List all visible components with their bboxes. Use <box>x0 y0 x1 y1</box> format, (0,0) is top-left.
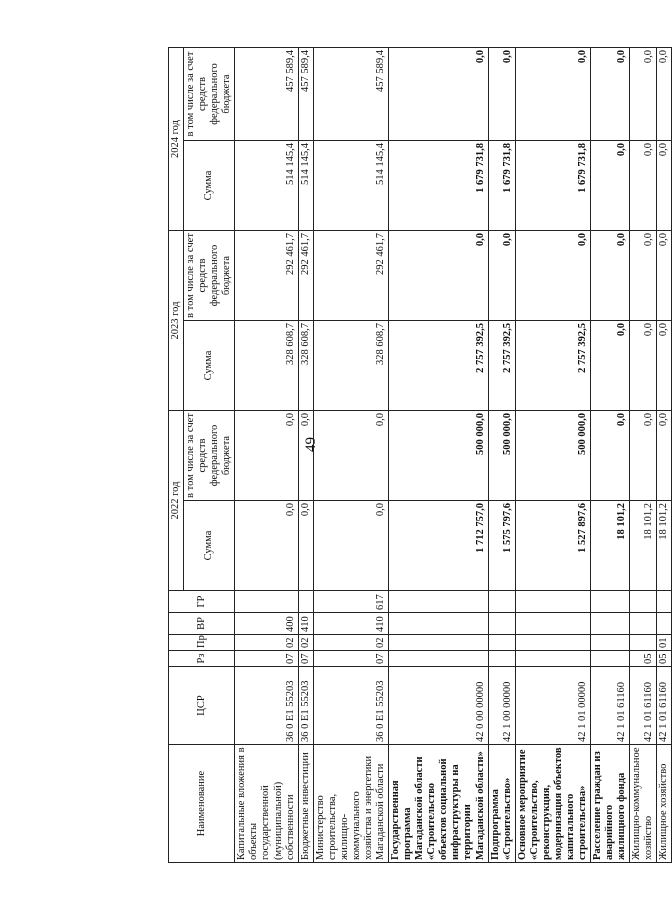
cell-s2022: 1 712 757,0 <box>389 501 489 591</box>
cell-f2023: 0,0 <box>488 231 515 321</box>
cell-rz: 07 <box>298 651 313 667</box>
cell-s2022: 1 527 897,6 <box>515 501 590 591</box>
cell-gr: 617 <box>313 591 388 613</box>
cell-rz: 07 <box>313 651 388 667</box>
table-row <box>298 48 313 863</box>
header-federal-2023: в том числе за счет средств федерального бюджета <box>184 231 235 321</box>
cell-rz: 05 <box>630 651 657 667</box>
cell-gr <box>591 591 630 613</box>
header-sum-2024: Сумма <box>184 141 235 231</box>
header-sum-2023: Сумма <box>184 321 235 411</box>
cell-csr: 36 0 E1 55203 <box>313 667 388 745</box>
cell-s2023: 328 608,7 <box>298 321 313 411</box>
cell-s2024: 0,0 <box>591 141 630 231</box>
cell-f2023: 0,0 <box>389 231 489 321</box>
header-federal-2024: в том числе за счет средств федерального бюджета <box>184 48 235 141</box>
cell-s2024: 514 145,4 <box>235 141 298 231</box>
cell-f2022: 500 000,0 <box>389 411 489 501</box>
cell-s2023: 0,0 <box>657 321 672 411</box>
header-csr: ЦСР <box>169 667 235 745</box>
cell-rz <box>389 651 489 667</box>
cell-gr <box>235 591 298 613</box>
cell-s2022: 18 101,2 <box>591 501 630 591</box>
rotated-table-container <box>168 48 670 863</box>
cell-s2022: 0,0 <box>313 501 388 591</box>
cell-s2024: 1 679 731,8 <box>488 141 515 231</box>
cell-s2024: 514 145,4 <box>298 141 313 231</box>
header-sum-2022: Сумма <box>184 501 235 591</box>
cell-csr: 42 1 00 00000 <box>488 667 515 745</box>
cell-f2024: 0,0 <box>591 48 630 141</box>
cell-f2024: 0,0 <box>488 48 515 141</box>
header-federal-2022: в том числе за счет средств федерального бюджета <box>184 411 235 501</box>
cell-pr <box>591 635 630 651</box>
cell-name: Государственная программа Магаданской области «Строительство объектов социальной инфраструктуры на территории Магаданской области» <box>389 745 489 863</box>
cell-csr: 42 1 01 61160 <box>591 667 630 745</box>
cell-s2024: 0,0 <box>630 141 657 231</box>
cell-gr <box>630 591 657 613</box>
cell-vr: 410 <box>313 613 388 635</box>
cell-name: Министерство строительства, жилищно-коммунального хозяйства и энергетики Магаданской области <box>313 745 388 863</box>
header-year-2022: 2022 год <box>169 411 184 591</box>
cell-f2024: 0,0 <box>657 48 672 141</box>
cell-f2023: 0,0 <box>630 231 657 321</box>
cell-s2024: 0,0 <box>657 141 672 231</box>
cell-f2024: 0,0 <box>515 48 590 141</box>
cell-s2024: 1 679 731,8 <box>515 141 590 231</box>
table-row <box>488 48 515 863</box>
cell-f2022: 0,0 <box>298 411 313 501</box>
cell-s2023: 0,0 <box>591 321 630 411</box>
cell-vr <box>657 613 672 635</box>
cell-f2023: 0,0 <box>657 231 672 321</box>
cell-pr <box>389 635 489 651</box>
cell-f2023: 0,0 <box>591 231 630 321</box>
cell-gr <box>488 591 515 613</box>
header-rz: Рз <box>169 651 235 667</box>
cell-s2022: 1 575 797,6 <box>488 501 515 591</box>
table-row <box>235 48 298 863</box>
cell-s2022: 0,0 <box>298 501 313 591</box>
cell-f2023: 292 461,7 <box>235 231 298 321</box>
cell-f2023: 292 461,7 <box>313 231 388 321</box>
cell-f2022: 0,0 <box>630 411 657 501</box>
cell-rz <box>515 651 590 667</box>
cell-name: Бюджетные инвестиции <box>298 745 313 863</box>
cell-pr: 02 <box>235 635 298 651</box>
cell-csr: 42 1 01 61160 <box>630 667 657 745</box>
table-row <box>630 48 657 863</box>
cell-pr: 02 <box>298 635 313 651</box>
cell-vr: 410 <box>298 613 313 635</box>
cell-csr: 42 1 01 61160 <box>657 667 672 745</box>
budget-table <box>168 47 672 863</box>
cell-vr <box>389 613 489 635</box>
cell-s2022: 0,0 <box>235 501 298 591</box>
cell-csr: 42 0 00 00000 <box>389 667 489 745</box>
cell-s2023: 0,0 <box>630 321 657 411</box>
cell-f2024: 457 589,4 <box>235 48 298 141</box>
cell-f2023: 292 461,7 <box>298 231 313 321</box>
header-year-2023: 2023 год <box>169 231 184 411</box>
cell-vr <box>591 613 630 635</box>
cell-name: Основное мероприятие «Строительство, реконструкция, модернизация объектов капитального строительства» <box>515 745 590 863</box>
cell-s2022: 18 101,2 <box>630 501 657 591</box>
table-row <box>657 48 672 863</box>
cell-rz: 07 <box>235 651 298 667</box>
cell-csr: 36 0 E1 55203 <box>235 667 298 745</box>
table-row <box>591 48 630 863</box>
header-pr: Пр <box>169 635 235 651</box>
cell-csr: 42 1 01 00000 <box>515 667 590 745</box>
table-row <box>389 48 489 863</box>
cell-rz: 05 <box>657 651 672 667</box>
cell-gr <box>657 591 672 613</box>
cell-f2023: 0,0 <box>515 231 590 321</box>
cell-vr <box>488 613 515 635</box>
table-row <box>515 48 590 863</box>
cell-name: Расселение граждан из аварийного жилищного фонда <box>591 745 630 863</box>
page-number: 49 <box>303 437 319 452</box>
cell-f2022: 0,0 <box>591 411 630 501</box>
cell-vr <box>515 613 590 635</box>
cell-rz <box>488 651 515 667</box>
cell-s2024: 1 679 731,8 <box>389 141 489 231</box>
cell-f2022: 0,0 <box>235 411 298 501</box>
cell-f2022: 0,0 <box>657 411 672 501</box>
cell-name: Жилищное хозяйство <box>657 745 672 863</box>
cell-f2022: 0,0 <box>313 411 388 501</box>
cell-s2024: 514 145,4 <box>313 141 388 231</box>
cell-vr <box>630 613 657 635</box>
cell-s2023: 328 608,7 <box>313 321 388 411</box>
cell-pr: 01 <box>657 635 672 651</box>
table-body <box>235 48 672 863</box>
cell-csr: 36 0 E1 55203 <box>298 667 313 745</box>
cell-f2024: 0,0 <box>389 48 489 141</box>
cell-f2022: 500 000,0 <box>488 411 515 501</box>
cell-f2022: 500 000,0 <box>515 411 590 501</box>
cell-pr: 02 <box>313 635 388 651</box>
cell-s2023: 2 757 392,5 <box>515 321 590 411</box>
table-row <box>313 48 388 863</box>
cell-s2023: 2 757 392,5 <box>488 321 515 411</box>
cell-name: Жилищно-коммунальное хозяйство <box>630 745 657 863</box>
cell-s2022: 18 101,2 <box>657 501 672 591</box>
cell-s2023: 328 608,7 <box>235 321 298 411</box>
header-row-years <box>169 48 184 863</box>
cell-gr <box>515 591 590 613</box>
cell-gr <box>298 591 313 613</box>
header-name: Наименование <box>169 745 235 863</box>
cell-pr <box>630 635 657 651</box>
cell-vr: 400 <box>235 613 298 635</box>
header-gr: ГР <box>169 591 235 613</box>
cell-s2023: 2 757 392,5 <box>389 321 489 411</box>
cell-f2024: 0,0 <box>630 48 657 141</box>
cell-f2024: 457 589,4 <box>313 48 388 141</box>
header-year-2024: 2024 год <box>169 48 184 231</box>
cell-pr <box>515 635 590 651</box>
cell-name: Подпрограмма «Строительство» <box>488 745 515 863</box>
header-vr: ВР <box>169 613 235 635</box>
cell-f2024: 457 589,4 <box>298 48 313 141</box>
cell-name: Капитальные вложения в объекты государственной (муниципальной) собственности <box>235 745 298 863</box>
cell-gr <box>389 591 489 613</box>
cell-pr <box>488 635 515 651</box>
cell-rz <box>591 651 630 667</box>
